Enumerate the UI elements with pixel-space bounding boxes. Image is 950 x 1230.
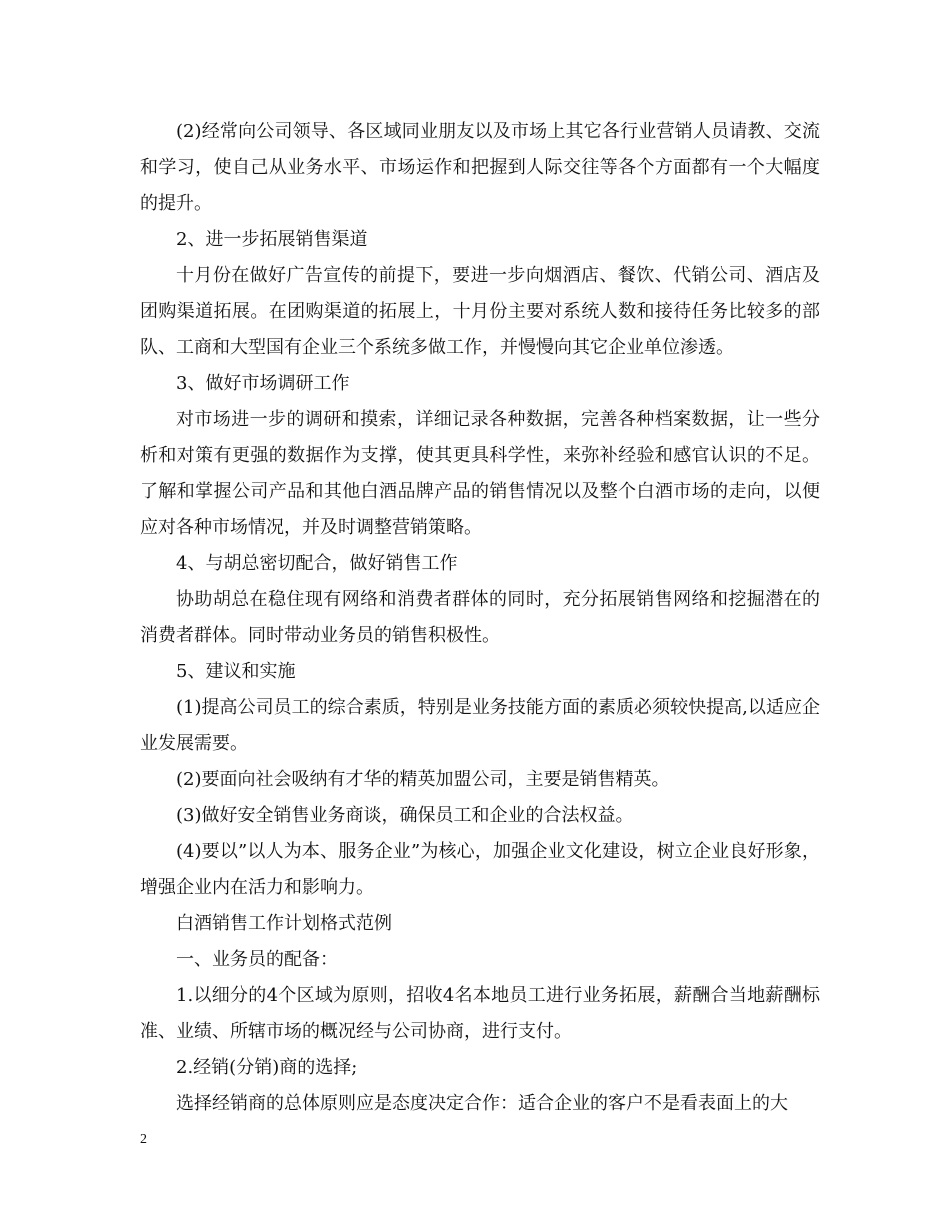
list-item: (4)要以”以人为本、服务企业”为核心，加强企业文化建设，树立企业良好形象，增强企业内在活力和影响力。 [140, 841, 820, 898]
list-item: 1.以细分的4个区域为原则，招收4名本地员工进行业务拓展，薪酬合当地薪酬标准、业绩、所辖市场的概况经与公司协商，进行支付。 [140, 985, 820, 1042]
page-number: 2 [140, 1132, 147, 1147]
paragraph: (2)经常向公司领导、各区域同业朋友以及市场上其它各行业营销人员请教、交流和学习，使自己从业务水平、市场运作和把握到人际交往等各个方面都有一个大幅度的提升。 [140, 121, 820, 214]
paragraph: 十月份在做好广告宣传的前提下，要进一步向烟酒店、餐饮、代销公司、酒店及团购渠道拓展。在团购渠道的拓展上，十月份主要对系统人数和接待任务比较多的部队、工商和大型国有企业三个系统多做工作，并慢慢向其它企业单位渗透。 [140, 265, 820, 358]
paragraph: 协助胡总在稳住现有网络和消费者群体的同时，充分拓展销售网络和挖掘潜在的消费者群体。同时带动业务员的销售积极性。 [140, 589, 820, 646]
list-item: (2)要面向社会吸纳有才华的精英加盟公司，主要是销售精英。 [176, 769, 670, 790]
list-item: 2.经销(分销)商的选择; [176, 1057, 358, 1078]
section-heading: 2、进一步拓展销售渠道 [176, 229, 368, 250]
section-heading: 一、业务员的配备： [176, 949, 338, 970]
document-body [140, 114, 820, 1122]
section-heading: 5、建议和实施 [176, 661, 296, 682]
paragraph: 对市场进一步的调研和摸索，详细记录各种数据，完善各种档案数据，让一些分析和对策有更强的数据作为支撑，使其更具科学性，来弥补经验和感官认识的不足。了解和掌握公司产品和其他白酒品牌产品的销售情况以及整个白酒市场的走向，以便应对各种市场情况，并及时调整营销策略。 [140, 409, 820, 538]
document-subtitle: 白酒销售工作计划格式范例 [176, 913, 392, 934]
section-heading: 3、做好市场调研工作 [176, 373, 350, 394]
paragraph: 选择经销商的总体原则应是态度决定合作：适合企业的客户不是看表面上的大 [176, 1093, 788, 1114]
list-item: (3)做好安全销售业务商谈，确保员工和企业的合法权益。 [176, 805, 634, 826]
section-heading: 4、与胡总密切配合，做好销售工作 [176, 553, 458, 574]
list-item: (1)提高公司员工的综合素质，特别是业务技能方面的素质必须较快提高,以适应企业发展需要。 [140, 697, 820, 754]
